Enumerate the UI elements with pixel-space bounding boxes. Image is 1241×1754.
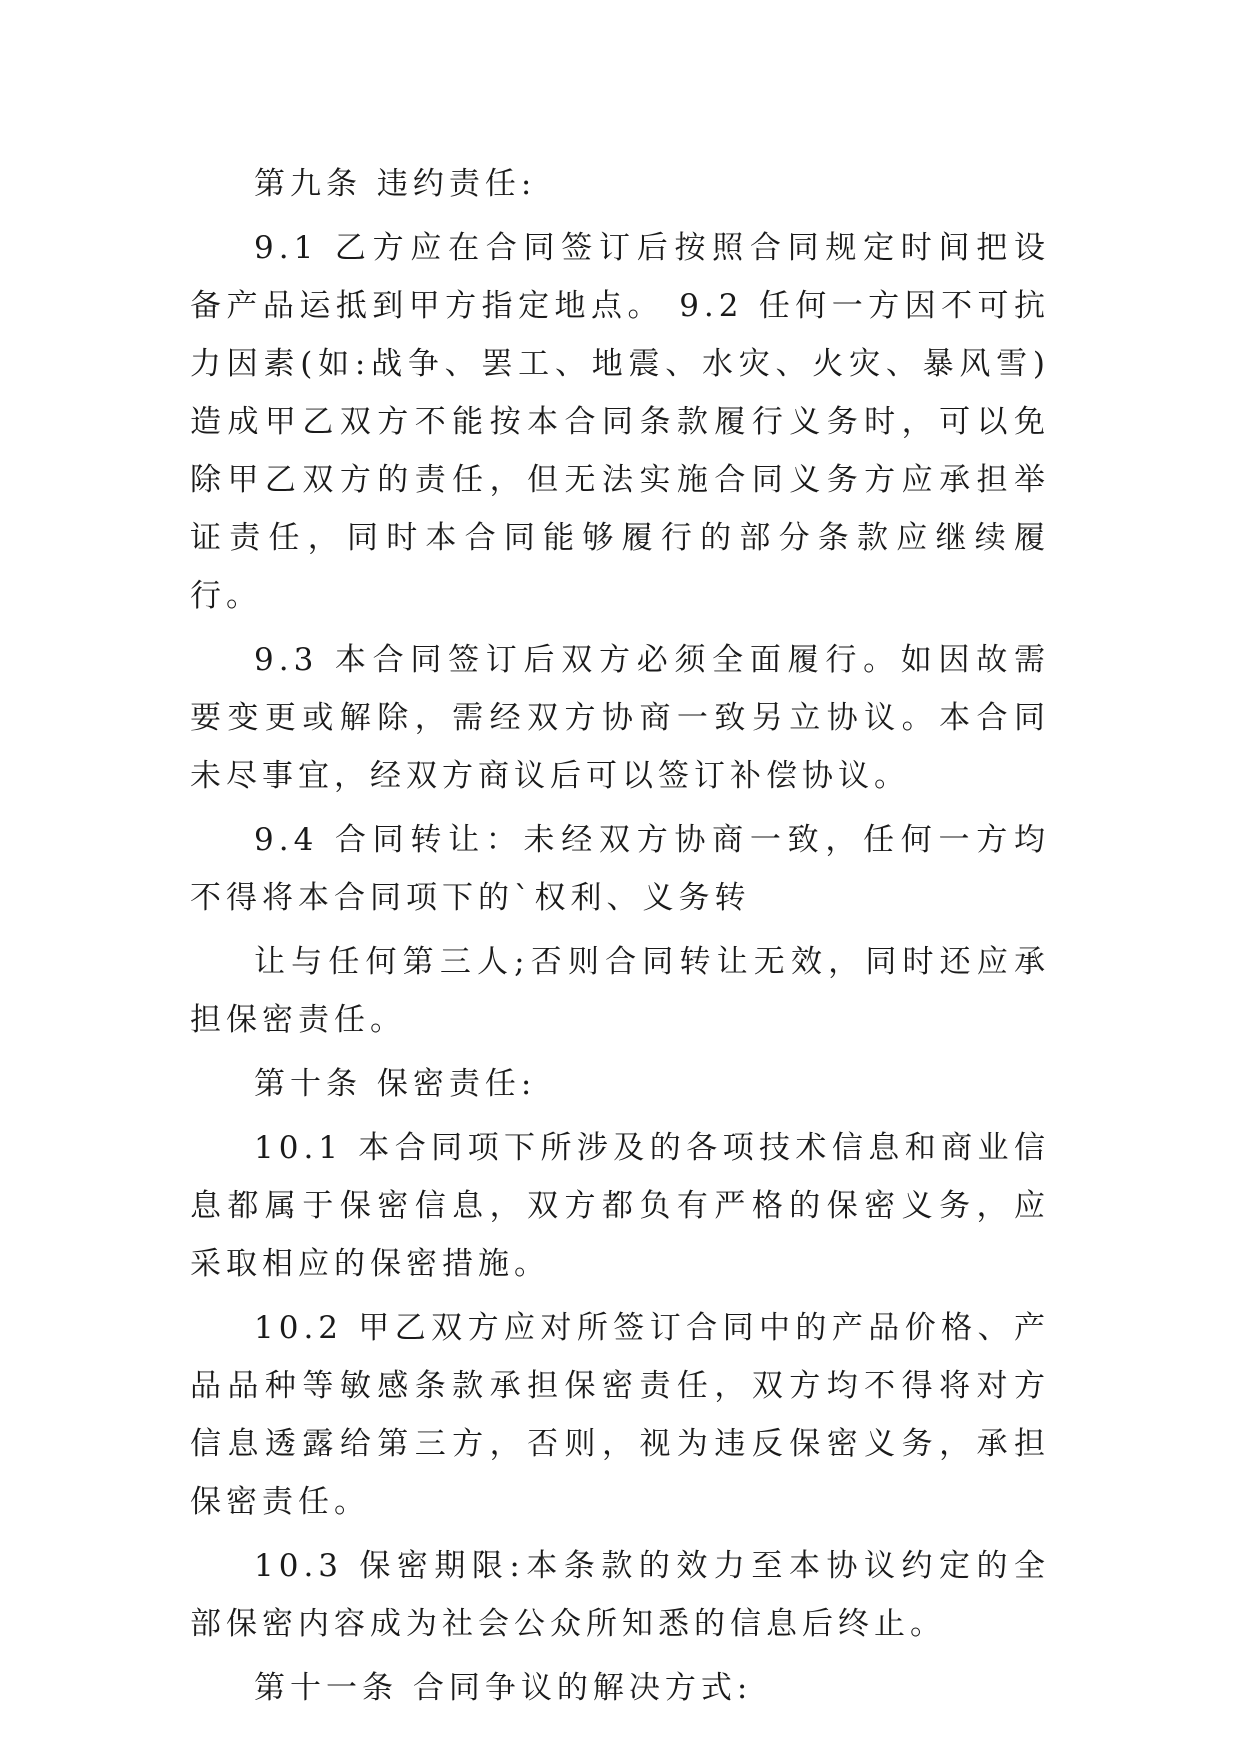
clause-9-4-continued: 让与任何第三人;否则合同转让无效，同时还应承担保密责任。	[190, 944, 1050, 1038]
clause-10-2: 10.2 甲乙双方应对所签订合同中的产品价格、产品品种等敏感条款承担保密责任，双方均不得将对方信息透露给第三方，否则，视为违反保密义务，承担保密责任。	[190, 1310, 1050, 1520]
clause-10-3: 10.3 保密期限:本条款的效力至本协议约定的全部保密内容成为社会公众所知悉的信息后终止。	[190, 1548, 1050, 1642]
clause-9-3: 9.3 本合同签订后双方必须全面履行。如因故需要变更或解除，需经双方协商一致另立协议。本合同未尽事宜，经双方商议后可以签订补偿协议。	[190, 642, 1050, 794]
clause-9-4: 9.4 合同转让：未经双方协商一致，任何一方均不得将本合同项下的`权利、义务转	[190, 822, 1050, 916]
clause-10-1: 10.1 本合同项下所涉及的各项技术信息和商业信息都属于保密信息，双方都负有严格的保密义务，应采取相应的保密措施。	[190, 1130, 1050, 1282]
article-9-heading: 第九条 违约责任:	[254, 166, 537, 202]
article-11-heading: 第十一条 合同争议的解决方式:	[254, 1670, 753, 1706]
document-body	[190, 155, 1050, 1717]
clause-9-1-9-2: 9.1 乙方应在合同签订后按照合同规定时间把设备产品运抵到甲方指定地点。 9.2 任何一方因不可抗力因素(如:战争、罢工、地震、水灾、火灾、暴风雪)造成甲乙双方不能按本合同条款履行义务时，可以免除甲乙双方的责任，但无法实施合同义务方应承担举证责任，同时本合同能够履行的部分条款应继续履行。	[190, 230, 1050, 614]
article-10-heading: 第十条 保密责任:	[254, 1066, 537, 1102]
